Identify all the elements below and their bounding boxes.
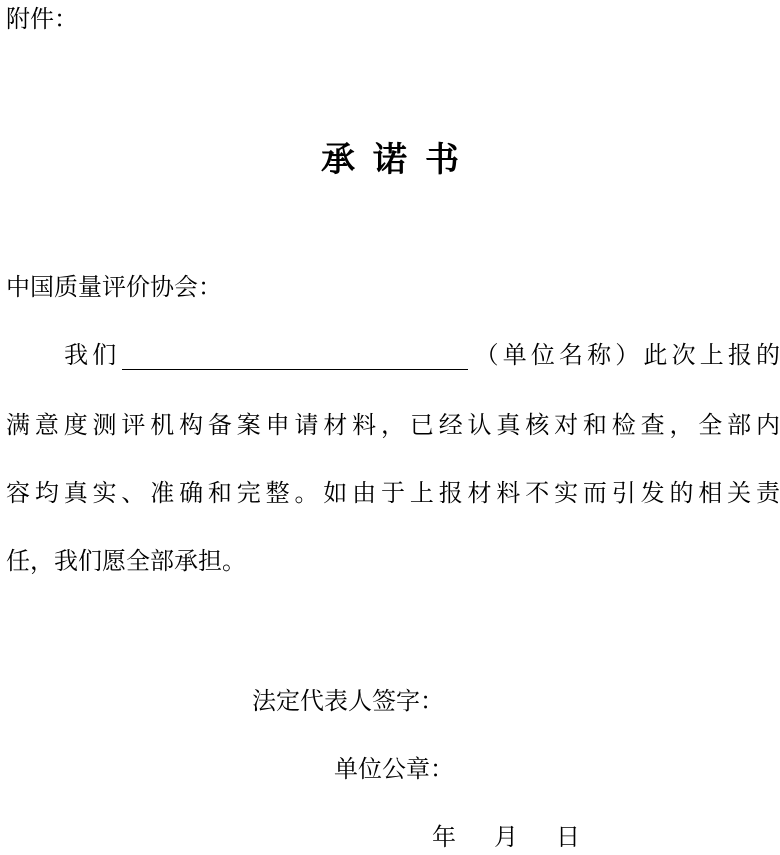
organization-name-blank[interactable]: [122, 343, 468, 370]
date-day-label: 日: [556, 823, 580, 851]
seal-label: 单位公章：: [334, 755, 454, 783]
body-after-blank-text: （单位名称）此次上报的: [470, 341, 780, 369]
body-paragraph-line-4: 任，我们愿全部承担。: [6, 547, 246, 575]
body-paragraph-line-1: [6, 340, 780, 370]
signature-label: 法定代表人签字：: [252, 687, 444, 715]
date-line: [432, 822, 580, 852]
body-lead-text: 我们: [60, 341, 121, 369]
recipient-salutation: 中国质量评价协会：: [6, 273, 222, 301]
body-paragraph-line-2: 满意度测评机构备案申请材料，已经认真核对和检查，全部内: [6, 411, 780, 439]
date-year-label: 年: [432, 823, 456, 851]
document-title: 承诺书: [321, 140, 477, 180]
body-paragraph-line-3: 容均真实、准确和完整。如由于上报材料不实而引发的相关责: [6, 479, 780, 507]
date-month-label: 月: [494, 823, 518, 851]
attachment-label: 附件：: [6, 5, 78, 33]
